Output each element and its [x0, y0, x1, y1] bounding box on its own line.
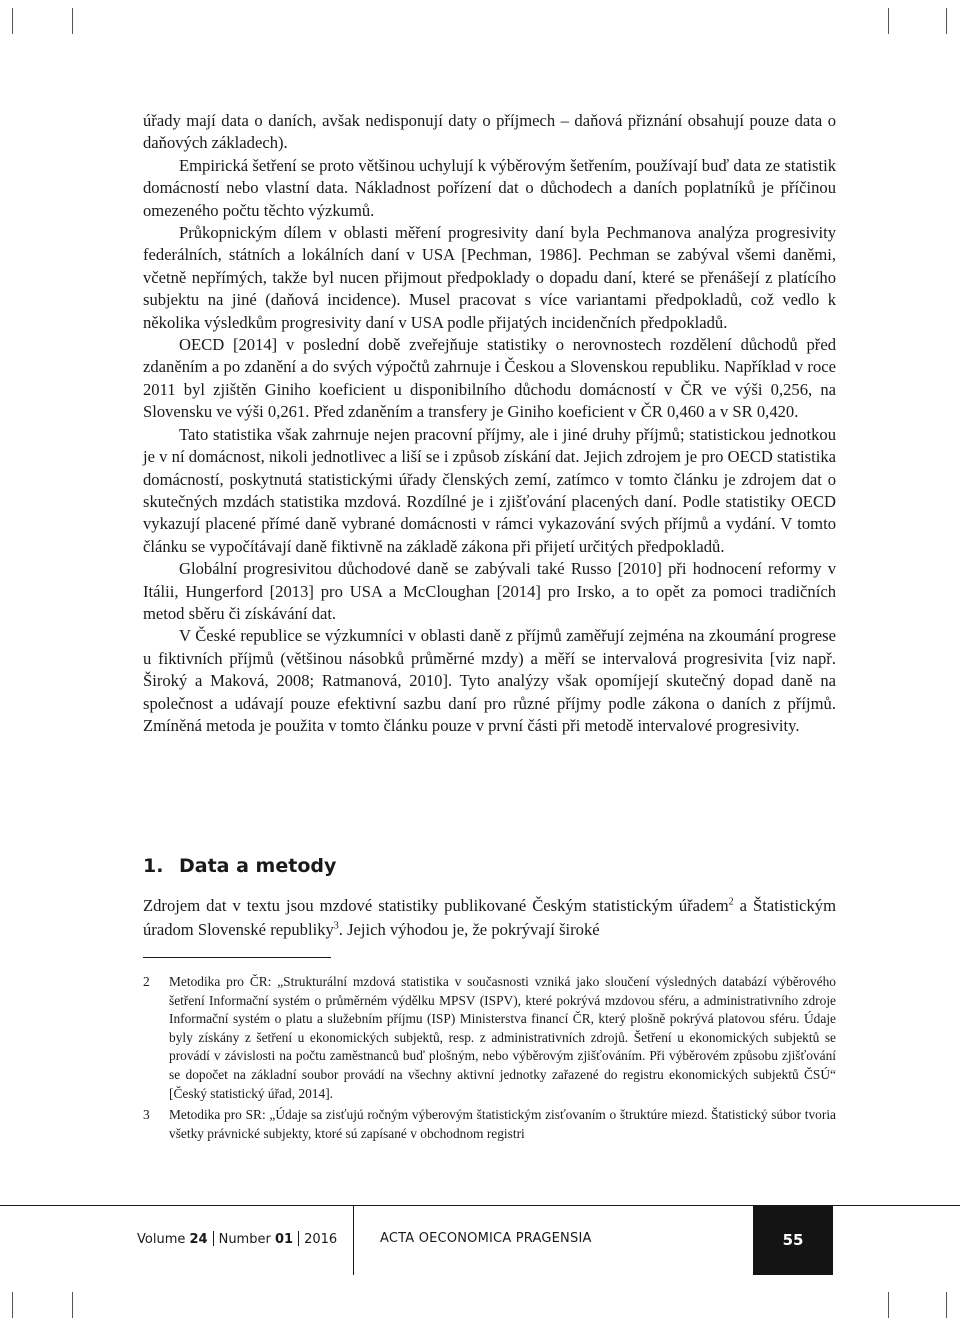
paragraph: Globální progresivitou důchodové daně se zabývali také Russo [2010] při hodnocení reformy v Itálii, Hungerford [2013] pro USA a McCloughan [2014] pro Irsko, a to opět za pomoci tradičních metod sběru či získávání dat.: [143, 559, 836, 623]
footnote-ref[interactable]: 2: [728, 896, 734, 908]
footnote-number: 3: [143, 1107, 150, 1123]
section-title: Data a metody: [179, 855, 337, 877]
crop-mark: [72, 1292, 73, 1318]
crop-mark: [946, 8, 947, 34]
volume-info: [137, 1231, 337, 1247]
body-text: [143, 110, 836, 737]
paragraph: OECD [2014] v poslední době zveřejňuje statistiky o nerovnostech rozdělení důchodů před zdaněním a po zdanění a do svých výpočtů zahrnuje i Českou a Slovenskou republiku. Například v roce 2011 byl zjištěn Giniho koeficient u disponibilního důchodu domácností v ČR ve výši 0,256, na Slovensku ve výši 0,261. Před zdaněním a transfery je Giniho koeficient v ČR 0,460 a v SR 0,420.: [143, 335, 836, 422]
separator: [298, 1231, 299, 1246]
footnote: [143, 1106, 836, 1143]
section-heading: [143, 853, 836, 879]
separator: [213, 1231, 214, 1246]
section-text-part: . Jejich výhodou je, že pokrývají široké: [338, 920, 600, 939]
crop-mark: [888, 8, 889, 34]
volume-number: 24: [189, 1232, 208, 1247]
paragraph: Průkopnickým dílem v oblasti měření progresivity daní byla Pechmanova analýza progresivity federálních, státních a lokálních daní v USA [Pechman, 1986]. Pechman se zabýval všemi daněmi, včetně nepřímých, takže byl nucen přijmout předpoklady o dopadu daní, které se přenášejí z platícího subjektu na jiné (daňová incidence). Musel pracovat s více variantami předpokladů, což vedlo k několika výsledkům progresivity daní v USA podle přijatých incidenčních předpokladů.: [143, 223, 836, 332]
page-footer: [0, 1205, 960, 1275]
page-number: 55: [753, 1205, 833, 1275]
crop-mark: [72, 8, 73, 34]
paragraph: Tato statistika však zahrnuje nejen pracovní příjmy, ale i jiné druhy příjmů; statistickou jednotkou je v ní domácnost, nikoli jednotlivec a liší se i způsob získání dat. Jejich zdrojem je pro OECD statistika domácností, poskytnutá statistickými úřady členských zemí, zatímco v tomto článku je zdrojem dat o skutečných mzdách statistika mzdová. Rozdílné je i zjišťování placených daní. Podle statistiky OECD vykazují placené přímé daně vybrané domácnosti v rámci vykazování svých příjmů a vydání. V tomto článku se vypočítávají daně fiktivně na základě zákona při přijetí určitých předpokladů.: [143, 424, 836, 556]
crop-mark: [888, 1292, 889, 1318]
crop-mark: [12, 1292, 13, 1318]
footnotes: [143, 973, 836, 1146]
paragraph: úřady mají data o daních, avšak nedisponují daty o příjmech – daňová přiznání obsahují pouze data o daňových základech).: [143, 111, 836, 153]
footer-vertical-divider: [353, 1205, 354, 1275]
number-label: Number: [218, 1232, 271, 1247]
paragraph: Empirická šetření se proto většinou uchylují k výběrovým šetřením, používají buď data ze statistik domácností nebo vlastní data. Nákladnost pořízení dat o důchodech a daních poplatníků je příčinou omezeného počtu těchto výzkumů.: [143, 155, 836, 220]
crop-mark: [946, 1292, 947, 1318]
footnote-text: Metodika pro ČR: „Strukturální mzdová statistika v současnosti vzniká jako sloučení výsledných databází výběrového šetření Informační systém o průměrném výdělku MPSV (ISPV), které pokrývá mzdovou sféru, a administrativního zdroje Informační systém o platu a služebním příjmu (ISP) Ministerstva financí ČR, který plošně pokrývá platovou sféru. Údaje byly získány z šetření u ekonomických subjektů, resp. z administrativních zdrojů. Šetření u ekonomických subjektů se provádí v závislosti na počtu zaměstnanců buď plošným, nebo výběrovým zjišťováním. Při výběrovém způsobu zjišťování se dopočet na základní soubor provádí na všechny aktivní jednotky zařazené do registru ekonomických subjektů ČSÚ“ [Český statistický úřad, 2014].: [169, 974, 836, 1101]
footnote: [143, 973, 836, 1103]
volume-label: Volume: [137, 1232, 186, 1247]
footnote-divider: [143, 957, 331, 958]
footnote-number: 2: [143, 974, 150, 989]
section-text-part: Zdrojem dat v textu jsou mzdové statistiky publikované Českým statistickým úřadem: [143, 896, 729, 915]
journal-title: ACTA OECONOMICA PRAGENSIA: [380, 1231, 592, 1246]
issue-number: 01: [274, 1232, 294, 1247]
footnote-ref[interactable]: 3: [333, 920, 339, 932]
section-text-part: a Štatistickým úradom Slovenské republiky: [143, 896, 836, 939]
crop-mark: [12, 8, 13, 34]
section-number: 1.: [143, 855, 164, 877]
section-paragraph: [143, 894, 836, 942]
paragraph: V České republice se výzkumníci v oblasti daně z příjmů zaměřují zejména na zkoumání progrese u fiktivních příjmů (většinou násobků průměrné mzdy) a měří se intervalová progresivita [viz např. Široký a Maková, 2008; Ratmanová, 2010]. Tyto analýzy však opomíjejí skutečný dopad daně na společnost a udávají pouze efektivní sazbu daní pro různé příjmy podle zákona o daních z příjmů. Zmíněná metoda je použita v tomto článku pouze v první části při metodě intervalové progresivity.: [143, 626, 836, 735]
footnote-text: Metodika pro SR: „Údaje sa zisťujú ročným výberovým štatistickým zisťovaním o štruktúre miezd. Štatistický súbor tvoria všetky právnické subjekty, ktoré sú zapísané v obchodnom registri: [169, 1107, 836, 1141]
year: 2016: [304, 1232, 338, 1247]
